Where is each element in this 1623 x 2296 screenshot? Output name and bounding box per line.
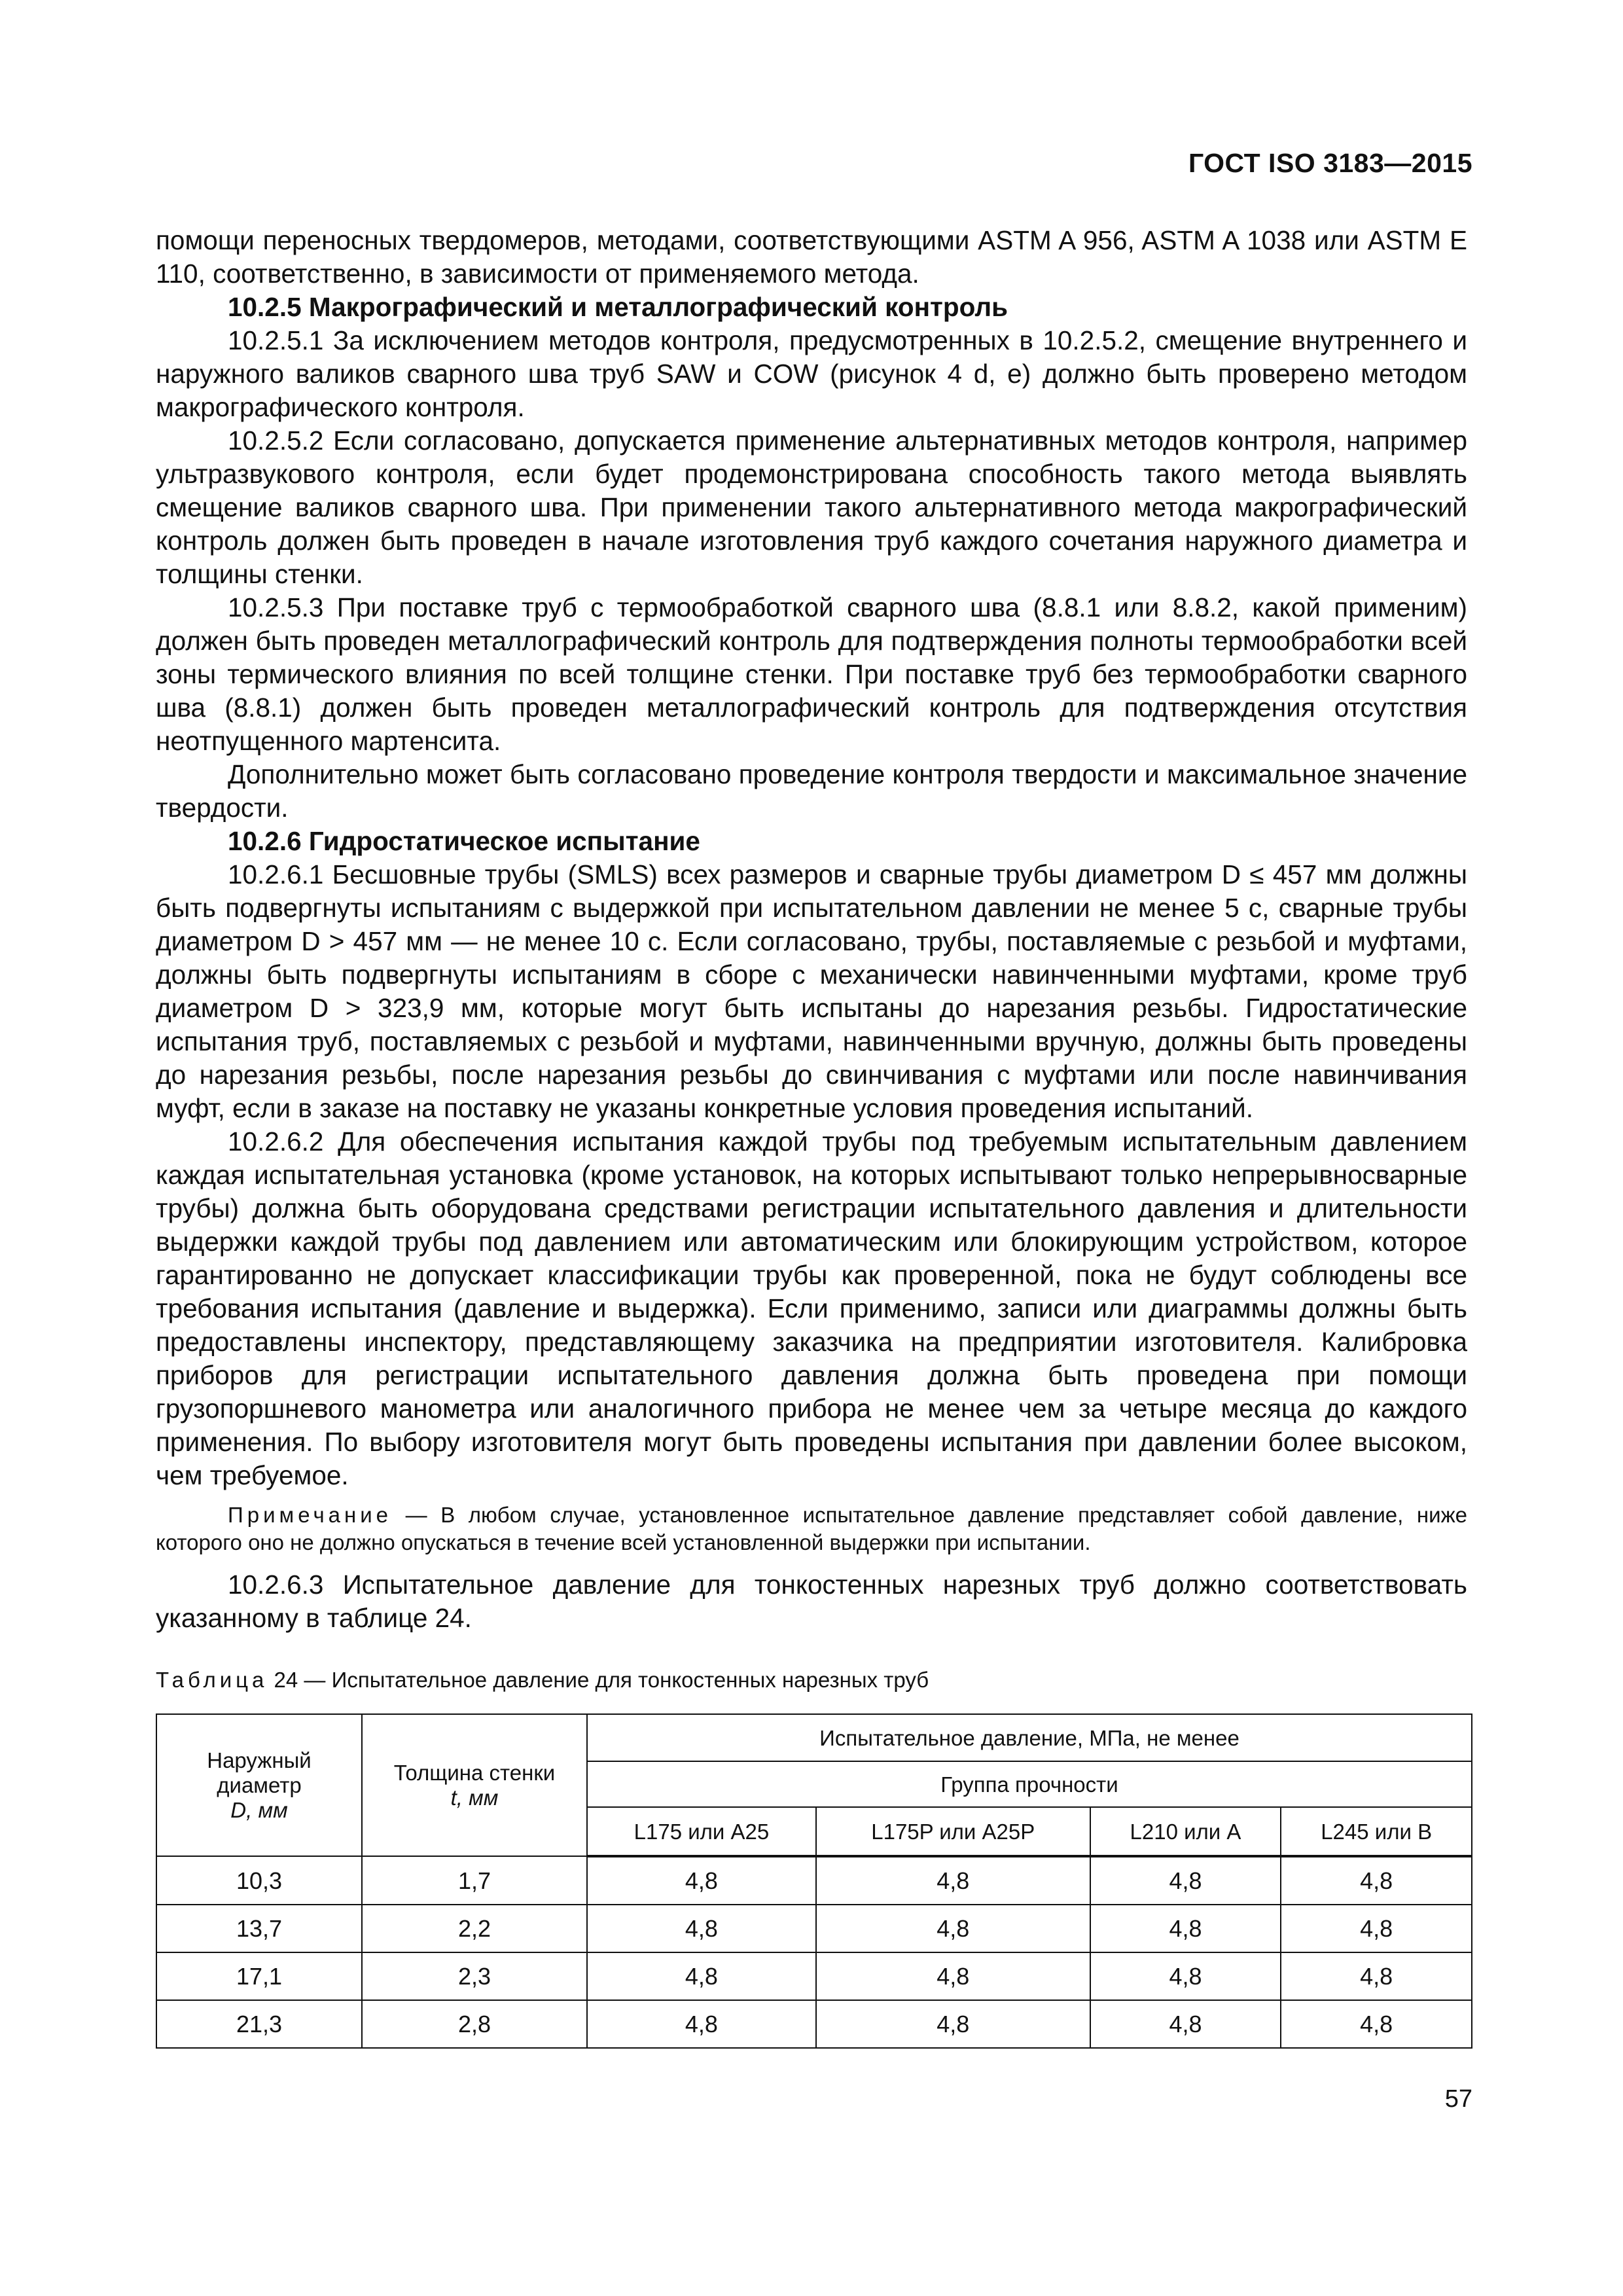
- table-caption: [156, 1666, 1467, 1694]
- header-grade: L245 или B: [1281, 1807, 1472, 1856]
- cell-pressure: 4,8: [1281, 1856, 1472, 1905]
- note-text: — В любом случае, установленное испытательное давление представляет собой давление, ниже которого оно не должно опускаться в течение всей установленной выдержки при испытании.: [156, 1503, 1467, 1554]
- cell-pressure: 4,8: [587, 1856, 816, 1905]
- document-body: [156, 224, 1467, 2049]
- header-grade: L175 или A25: [587, 1807, 816, 1856]
- cell-pressure: 4,8: [1090, 1952, 1281, 2000]
- cell-thickness: 1,7: [362, 1856, 587, 1905]
- header-strength-group: Группа прочности: [587, 1761, 1472, 1807]
- table-row: [156, 1952, 1472, 2000]
- header-grade: L175P или A25P: [816, 1807, 1090, 1856]
- paragraph-continuation: помощи переносных твердомеров, методами, соответствующими ASTM A 956, ASTM A 1038 или ASTM E 110, соответственно, в зависимости от применяемого метода.: [156, 225, 1467, 289]
- cell-pressure: 4,8: [1281, 1905, 1472, 1952]
- cell-thickness: 2,8: [362, 2000, 587, 2048]
- note-label: Примечание: [228, 1503, 393, 1527]
- cell-pressure: 4,8: [587, 1952, 816, 2000]
- header-diameter: Наружный диаметр D, мм: [156, 1714, 362, 1856]
- cell-thickness: 2,2: [362, 1905, 587, 1952]
- section-heading-10-2-6: 10.2.6 Гидростатическое испытание: [228, 826, 700, 856]
- cell-diameter: 17,1: [156, 1952, 362, 2000]
- paragraph-10-2-6-3: 10.2.6.3 Испытательное давление для тонкостенных нарезных труб должно соответствовать указанному в таблице 24.: [156, 1570, 1467, 1633]
- cell-pressure: 4,8: [1090, 1856, 1281, 1905]
- paragraph-10-2-6-2: 10.2.6.2 Для обеспечения испытания каждой трубы под требуемым испытательным давлением каждая испытательная установка (кроме установок, на которых испытывают только непрерывносварные трубы) должна быть оборудована средствами регистрации испытательного давления и длительности выдержки каждой трубы под давлением или автоматическим или блокирующим устройством, которое гарантированно не допускает классификации трубы как проверенной, пока не будут соблюдены все требования испытания (давление и выдержка). Если применимо, записи или диаграммы должны быть предоставлены инспектору, представляющему заказчика на предприятии изготовителя. Калибровка приборов для регистрации испытательного давления должна быть проведена при помощи грузопоршневого манометра или аналогичного прибора не менее чем за четыре месяца до каждого применения. По выбору изготовителя могут быть проведены испытания при давлении более высоком, чем требуемое.: [156, 1126, 1467, 1490]
- table-row: [156, 1905, 1472, 1952]
- cell-pressure: 4,8: [587, 1905, 816, 1952]
- cell-pressure: 4,8: [816, 1952, 1090, 2000]
- page-number: 57: [1444, 2085, 1472, 2113]
- paragraph-10-2-6-1: 10.2.6.1 Бесшовные трубы (SMLS) всех размеров и сварные трубы диаметром D ≤ 457 мм должны быть подвергнуты испытаниям с выдержкой при испытательном давлении не менее 5 с, сварные трубы диаметром D > 457 мм — не менее 10 с. Если согласовано, трубы, поставляемые с резьбой и муфтами, должны быть подвергнуты испытаниям в сборе с механически навинченными муфтами, кроме труб диаметром D > 323,9 мм, которые могут быть испытаны до нарезания резьбы. Гидростатические испытания труб, поставляемых с резьбой и муфтами, навинченными вручную, должны быть проведены до нарезания резьбы, после нарезания резьбы до свинчивания с муфтами или после навинчивания муфт, если в заказе на поставку не указаны конкретные условия проведения испытаний.: [156, 859, 1467, 1123]
- cell-pressure: 4,8: [587, 2000, 816, 2048]
- section-heading-10-2-5: 10.2.5 Макрографический и металлографический контроль: [228, 292, 1008, 322]
- table-row: [156, 1856, 1472, 1905]
- cell-diameter: 13,7: [156, 1905, 362, 1952]
- cell-pressure: 4,8: [816, 1905, 1090, 1952]
- cell-diameter: 21,3: [156, 2000, 362, 2048]
- pressure-table: [156, 1713, 1472, 2049]
- cell-pressure: 4,8: [1281, 1952, 1472, 2000]
- header-pressure: Испытательное давление, МПа, не менее: [587, 1714, 1472, 1761]
- header-thickness: Толщина стенки t, мм: [362, 1714, 587, 1856]
- header-grade: L210 или A: [1090, 1807, 1281, 1856]
- table-row: [156, 2000, 1472, 2048]
- paragraph-10-2-5-3: 10.2.5.3 При поставке труб с термообработкой сварного шва (8.8.1 или 8.8.2, какой применим) должен быть проведен металлографический контроль для подтверждения полноты термообработки всей зоны термического влияния по всей толщине стенки. При поставке труб без термообработки сварного шва (8.8.1) должен быть проведен металлографический контроль для подтверждения отсутствия неотпущенного мартенсита.: [156, 592, 1467, 756]
- table-caption-text: 24 — Испытательное давление для тонкостенных нарезных труб: [268, 1668, 929, 1692]
- paragraph-10-2-5-2: 10.2.5.2 Если согласовано, допускается применение альтернативных методов контроля, например ультразвукового контроля, если будет продемонстрирована способность такого метода выявлять смещение валиков сварного шва. При применении такого альтернативного метода макрографический контроль должен быть проведен в начале изготовления труб каждого сочетания наружного диаметра и толщины стенки.: [156, 425, 1467, 589]
- cell-pressure: 4,8: [1281, 2000, 1472, 2048]
- cell-pressure: 4,8: [1090, 1905, 1281, 1952]
- paragraph-additional: Дополнительно может быть согласовано проведение контроля твердости и максимальное значение твердости.: [156, 759, 1467, 823]
- document-code-header: ГОСТ ISO 3183—2015: [1188, 148, 1472, 178]
- cell-pressure: 4,8: [1090, 2000, 1281, 2048]
- cell-pressure: 4,8: [816, 2000, 1090, 2048]
- note: [156, 1501, 1467, 1556]
- paragraph-10-2-5-1: 10.2.5.1 За исключением методов контроля, предусмотренных в 10.2.5.2, смещение внутреннего и наружного валиков сварного шва труб SAW и COW (рисунок 4 d, e) должно быть проверено методом макрографического контроля.: [156, 325, 1467, 422]
- cell-thickness: 2,3: [362, 1952, 587, 2000]
- cell-pressure: 4,8: [816, 1856, 1090, 1905]
- table-caption-label: Таблица: [156, 1668, 268, 1692]
- cell-diameter: 10,3: [156, 1856, 362, 1905]
